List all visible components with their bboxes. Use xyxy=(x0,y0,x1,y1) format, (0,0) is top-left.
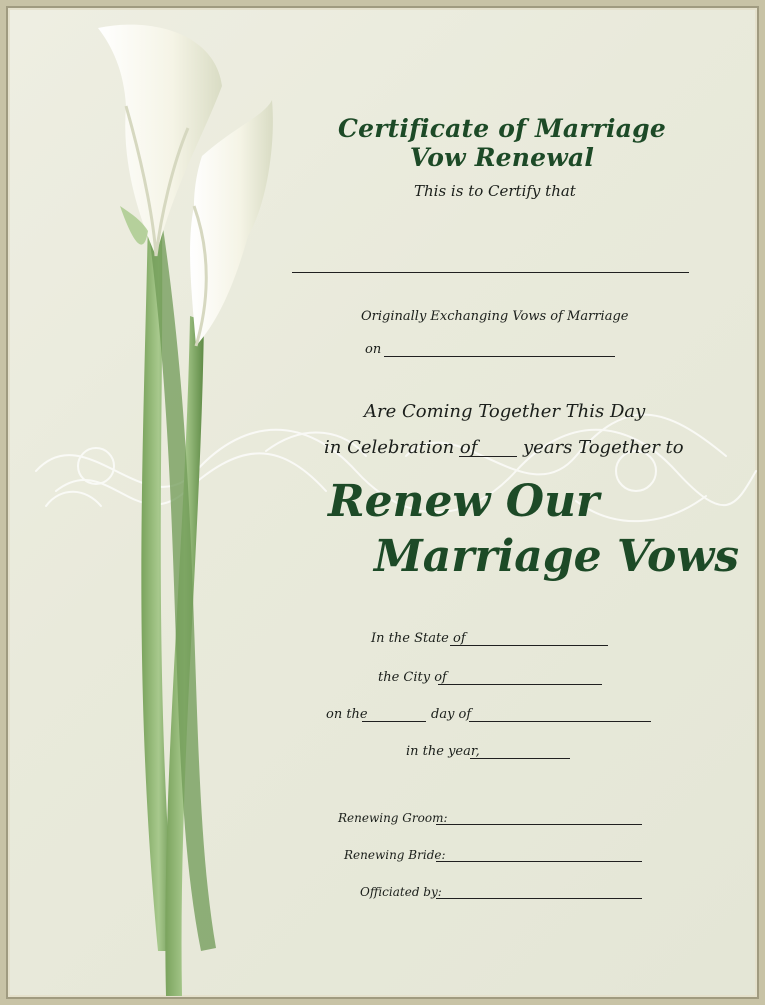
certificate-paper xyxy=(16,16,761,1001)
original-date-label: on xyxy=(365,342,382,357)
renew-line-one: Renew Our xyxy=(328,476,600,527)
month-line[interactable] xyxy=(469,721,651,722)
original-date-line[interactable] xyxy=(384,356,615,357)
day-line[interactable] xyxy=(362,721,426,722)
groom-signature-line[interactable] xyxy=(436,824,642,825)
calla-lily-illustration xyxy=(36,16,296,1001)
celebration-suffix-text: years Together to xyxy=(523,437,684,458)
city-line[interactable] xyxy=(438,684,602,685)
couple-names-line[interactable] xyxy=(292,272,689,273)
certificate-title: Certificate of Marriage Vow Renewal xyxy=(338,114,666,172)
originally-text: Originally Exchanging Vows of Marriage xyxy=(361,309,629,324)
officiant-signature-line[interactable] xyxy=(436,898,642,899)
officiant-label: Officiated by: xyxy=(360,885,442,899)
month-label: day of xyxy=(431,707,472,722)
city-label: the City of xyxy=(378,670,447,685)
years-line[interactable] xyxy=(459,456,517,457)
state-label: In the State of xyxy=(371,631,466,646)
day-prefix-label: on the xyxy=(326,707,368,722)
celebration-prefix-text: in Celebration of xyxy=(324,437,478,458)
certify-text: This is to Certify that xyxy=(414,182,576,200)
year-line[interactable] xyxy=(470,758,570,759)
bride-signature-line[interactable] xyxy=(436,861,642,862)
bride-label: Renewing Bride: xyxy=(344,848,446,862)
renew-line-two: Marriage Vows xyxy=(374,531,739,582)
year-label: in the year, xyxy=(406,744,480,759)
coming-together-text: Are Coming Together This Day xyxy=(364,401,646,422)
groom-label: Renewing Groom: xyxy=(338,811,448,825)
state-line[interactable] xyxy=(450,645,608,646)
